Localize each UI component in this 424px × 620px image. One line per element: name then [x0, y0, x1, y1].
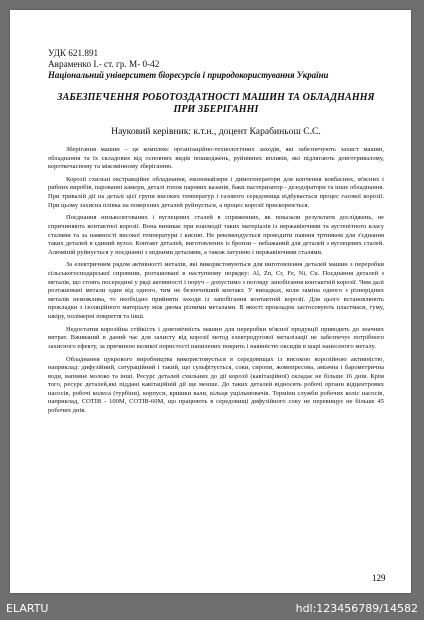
body-paragraph: Корозії схильні екстракційне обладнання, економайзери і димогенератори для копчення ковбасних, м'ясних і рибних виробів, парованні камери, деталі топок парових казанів, баки пастеризатор - дезодоратори та інше обладнання. При тривалій дії на деталі цієї групи високих температур і газового середовища відбувається процес газової корозії. При цьому захисна плівка на поверхнях деталей руйнується, а процес корозії прискорюється.: [48, 175, 384, 209]
page-number: 129: [372, 573, 386, 583]
affiliation: Національний університет біоресурсів і природокористування України: [48, 70, 329, 80]
body-paragraph: Поєднання низьколегованих і вуглецевих сталей в спряженнях, як показали результати досліджень, не спричиняють контактної корозії. Вона виникає при взаємодії таких матеріалів із нержавіючими та аустенітного класу сталями та за наявності високої температури і кисню. Не рекомендується проводити паяння тртником для з'єднання таких деталей в єдиний вузол. Контакт деталей, виготовлених із бронзи – небажаний для деталей з вуглецевих сталей. Алюміній руйнується у поєднанні з мідними деталями, а також латунню і нержавіючими сталями.: [48, 214, 384, 256]
body-paragraph: Недостатня корозійна стійкість і довговічність машин для переробки м'ясної продукції приводить до значних витрат. Вживаний в даний час для захисту від корозії метод електродугової металізації не забезпечує потрібного захисного ефекту, за причиною великої пористості напилених покрить і наявністю оксидів в шарі нанесеного металу.: [48, 325, 384, 350]
paper-title: ЗАБЕЗПЕЧЕННЯ РОБОТОЗДАТНОСТІ МАШИН ТА ОБЛАДНАННЯ ПРИ ЗБЕРІГАННІ: [57, 92, 375, 115]
document-page: [10, 10, 411, 593]
repository-name: ELARTU: [6, 602, 49, 615]
author-line: Авраменко І.- ст. гр. М- 0-42: [48, 59, 160, 69]
viewer-footer: [0, 596, 424, 620]
supervisor-line: Науковий керівник: к.т.н., доцент Карабиньош С.С.: [111, 126, 321, 137]
handle-identifier: hdl:123456789/14582: [295, 602, 418, 615]
body-paragraph: За електричним рядом активності металів, які використовуються для виготовлення деталей машин з переробки сільськогосподарської сировини, розташовані в наступному порядку: Al, Zn, Cr, Fe, Ni, Cu. Поєднання деталей з металів, що стоять посередині у ряді активності і поруч – допустимо з погляду запобігання контактній корозії. Чим далі розташовані метали один від одного, тим не безпечніший контакт. У випадках, коли заміна одного з різнорідних металів неможлива, то необхідно прийняти заходи із запобігання контактній корозії. Для цього встановлюють прокладки з ізоляційного матеріалу між двома різними металами. В якості прокладок застосовують пластмаси, гуму, шкіру, полімерні покриття та інші.: [48, 261, 384, 320]
udc-code: УДК 621.891: [48, 48, 99, 58]
body-paragraph: Зберігання машин – це комплекс організаційно-технологічних заходів, які забезпечують захист машин, обладнання та їх складових від основних видів пошкоджень, руйнівних впливів, які підлягають довготривалому, короткочасному та міжзмінному зберіганню.: [48, 146, 384, 171]
body-paragraph: Обладнання цукрового виробництва використовується в середовищах із високою корозійною активністю, наприклад: дифузійний, сатураційний і такий, що сульфітується, соки, сиропи, жомопресова, аміачна і барометрична води, вапняне молоко та інші. Ресурс деталей схильних до дії корозії (кавітаційної) складає не більше 16 днів. Крім того, ресурс деталей,які піддані кавітаційній дії ще менше. До таких деталей відносять робочі органи відцентрових насосів, робочі колеса (турбіни), корпуси, кришки вали, кільця ущільнювачів. Терміни служби робочих коліс насосів, наприклад, СОТІВ - 100М, СОТІВ-60М, що працюють в середовищі дифузійного соку не перевищує не більше 45 робочих днів.: [48, 355, 384, 414]
page-content: [48, 48, 384, 420]
